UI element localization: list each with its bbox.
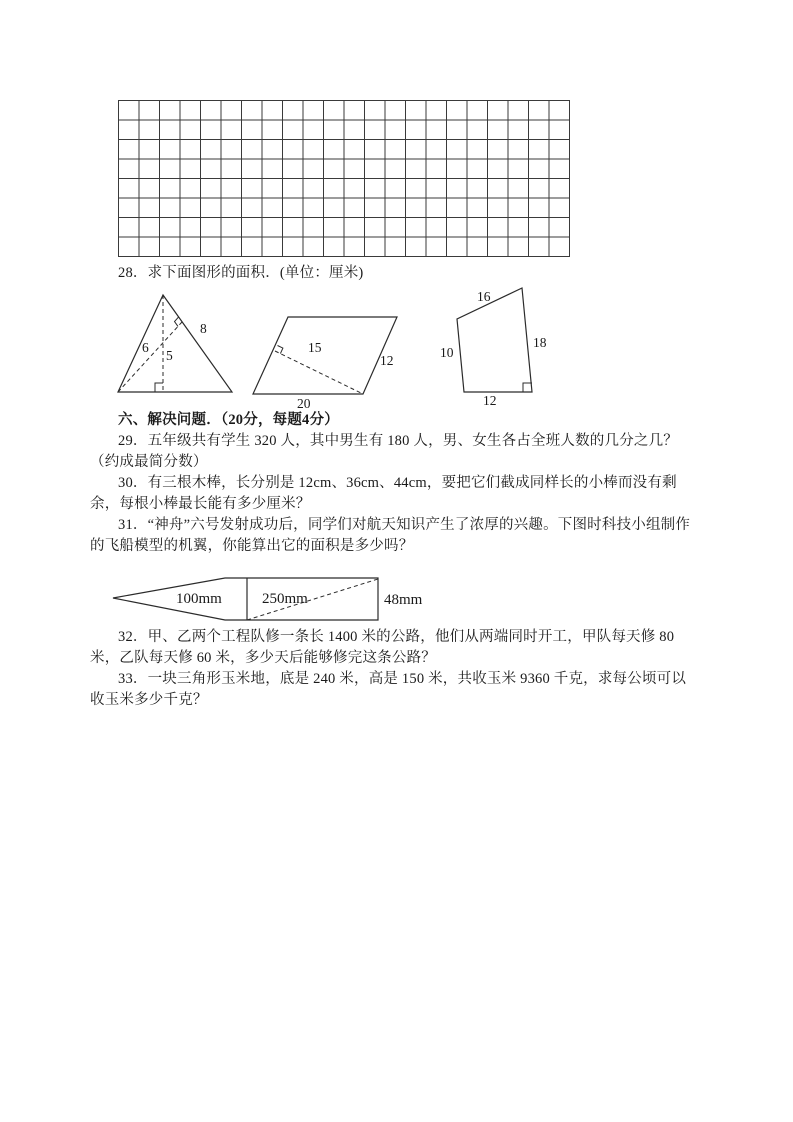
- parallelogram-label-12: 12: [380, 353, 394, 368]
- trapezoid-label-16: 16: [477, 289, 491, 304]
- question-33: 33．一块三角形玉米地，底是 240 米，高是 150 米，共收玉米 9360 千克，求每公顷可以收玉米多少千克？: [90, 671, 687, 708]
- wing-label-250mm: 250mm: [262, 591, 308, 607]
- question-28-figures: [100, 284, 580, 410]
- answer-grid: [118, 100, 570, 257]
- trapezoid-label-18: 18: [533, 335, 547, 350]
- question-31-figure-wrap: [90, 571, 693, 627]
- triangle-label-8: 8: [200, 321, 207, 336]
- wing-outline: [113, 578, 378, 620]
- wing-label-100mm: 100mm: [176, 591, 222, 607]
- trapezoid-label-12: 12: [483, 393, 497, 408]
- question-31: 31．“神舟”六号发射成功后，同学们对航天知识产生了浓厚的兴趣。下图时科技小组制作的飞船模型的机翼，你能算出它的面积是多少吗？: [90, 517, 691, 554]
- trapezoid-label-10: 10: [440, 345, 454, 360]
- question-32: 32．甲、乙两个工程队修一条长 1400 米的公路，他们从两端同时开工，甲队每天修 80 米，乙队每天修 60 米，多少天后能够修完这条公路？: [90, 629, 675, 666]
- parallelogram-height-line: [275, 351, 363, 394]
- right-trapezoid-figure: [440, 288, 547, 408]
- trapezoid-outline: [457, 288, 532, 392]
- question-29: 29．五年级共有学生 320 人，其中男生有 180 人，男、女生各占全班人数的几分之几？（约成最简分数）: [90, 433, 678, 470]
- triangle-outline: [118, 295, 232, 392]
- triangle-figure: [118, 295, 232, 392]
- question-30: 30．有三根木棒，长分别是 12cm、36cm、44cm，要把它们截成同样长的小棒而没有剩余，每根小棒最长能有多少厘米？: [90, 475, 677, 512]
- wing-label-48mm: 48mm: [384, 592, 423, 608]
- question-28-prompt: 28．求下面图形的面积．(单位：厘米): [118, 265, 364, 281]
- wing-figure: [100, 571, 440, 627]
- triangle-label-5: 5: [166, 348, 173, 363]
- right-angle-mark: [523, 383, 532, 392]
- right-angle-mark: [155, 383, 163, 392]
- triangle-label-6: 6: [142, 340, 149, 355]
- right-angle-mark: [175, 317, 179, 326]
- parallelogram-outline: [253, 317, 397, 394]
- parallelogram-label-15: 15: [308, 340, 322, 355]
- section-six-heading: 六、解决问题．（20分，每题4分）: [118, 412, 339, 428]
- parallelogram-label-20: 20: [297, 396, 311, 410]
- parallelogram-figure: [253, 317, 397, 410]
